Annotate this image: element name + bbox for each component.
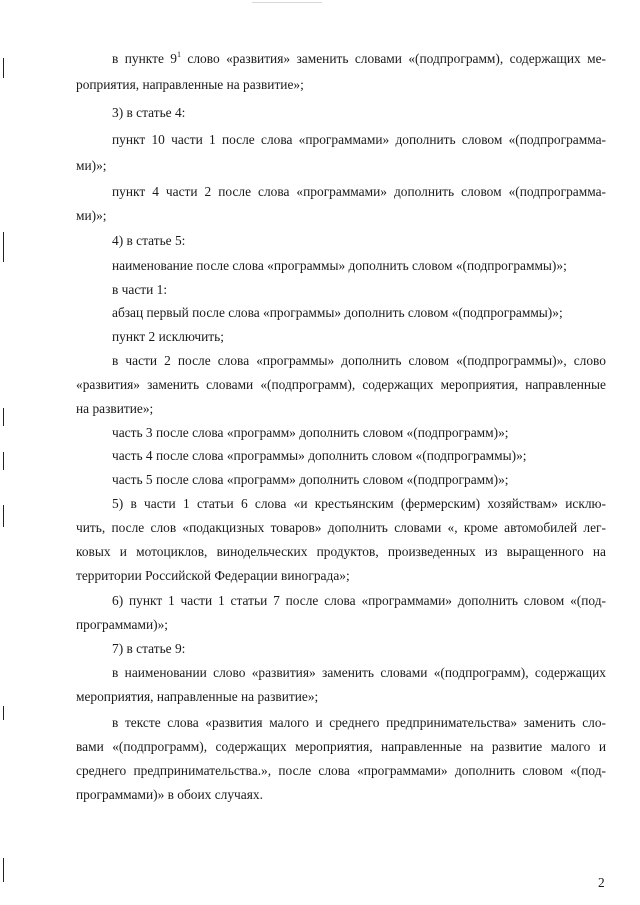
text-line: вами «(подпрограмм), содержащих мероприятия, направленные на развитие малого и xyxy=(76,739,606,754)
text-line: на развитие»; xyxy=(76,401,154,416)
text-line: пункт 4 части 2 после слова «программами» дополнить словом «(подпрограмма- xyxy=(112,184,606,199)
text-line: программами)» в обоих случаях. xyxy=(76,787,263,802)
text-line: чить, после слов «подакцизных товаров» дополнить словами «, кроме автомобилей лег- xyxy=(76,520,606,535)
text-line xyxy=(112,50,606,68)
text-line: часть 3 после слова «программ» дополнить словом «(подпрограмм)»; xyxy=(112,425,509,440)
text-fragment: в пункте 9 xyxy=(112,51,178,66)
scan-edge-mark xyxy=(252,2,322,3)
text-line: 5) в части 1 статьи 6 слова «и крестьянским (фермерским) хозяйствам» исклю- xyxy=(112,496,606,511)
superscript: 1 xyxy=(177,50,182,59)
text-line: в части 1: xyxy=(112,282,168,297)
text-line: роприятия, направленные на развитие»; xyxy=(76,77,304,92)
text-line: пункт 2 исключить; xyxy=(112,329,224,344)
scan-margin-mark xyxy=(3,232,4,262)
scan-margin-mark xyxy=(3,706,4,720)
text-line: в тексте слова «развития малого и среднего предпринимательства» заменить сло- xyxy=(112,715,606,730)
text-line: территории Российской Федерации винограда»; xyxy=(76,568,350,583)
text-line: программами)»; xyxy=(76,617,169,632)
scan-margin-mark xyxy=(3,858,4,882)
scan-margin-mark xyxy=(3,408,4,426)
page-number: 2 xyxy=(598,875,605,890)
text-fragment: слово «развития» заменить словами «(подпрограмм), содержащих ме- xyxy=(181,51,606,66)
text-line: среднего предпринимательства.», после слова «программами» дополнить словом «(под- xyxy=(76,763,606,778)
text-line: наименование после слова «программы» дополнить словом «(подпрограммы)»; xyxy=(112,258,567,273)
text-line: часть 4 после слова «программы» дополнить словом «(подпрограммы)»; xyxy=(112,448,527,463)
scan-margin-mark xyxy=(3,58,4,78)
text-line: мероприятия, направленные на развитие»; xyxy=(76,689,319,704)
text-line: «развития» заменить словами «(подпрограмм), содержащих мероприятия, направленные xyxy=(76,377,606,392)
scan-margin-mark xyxy=(3,452,4,470)
text-line: часть 5 после слова «программ» дополнить словом «(подпрограмм)»; xyxy=(112,472,509,487)
text-line: абзац первый после слова «программы» дополнить словом «(подпрограммы)»; xyxy=(112,305,563,320)
text-line: 6) пункт 1 части 1 статьи 7 после слова «программами» дополнить словом «(под- xyxy=(112,593,606,608)
text-line: 4) в статье 5: xyxy=(112,233,186,248)
text-line: в части 2 после слова «программы» дополнить словом «(подпрограммы)», слово xyxy=(112,353,606,368)
text-line: 3) в статье 4: xyxy=(112,105,186,120)
text-line: в наименовании слово «развития» заменить словами «(подпрограмм), содержащих xyxy=(112,665,606,680)
text-line: ковых и мотоциклов, винодельческих продуктов, произведенных из выращенного на xyxy=(76,544,606,559)
scan-margin-mark xyxy=(3,505,4,527)
text-line: пункт 10 части 1 после слова «программами» дополнить словом «(подпрограмма- xyxy=(112,132,606,147)
text-line: ми)»; xyxy=(76,158,107,173)
text-line: ми)»; xyxy=(76,208,107,223)
text-line: 7) в статье 9: xyxy=(112,641,186,656)
